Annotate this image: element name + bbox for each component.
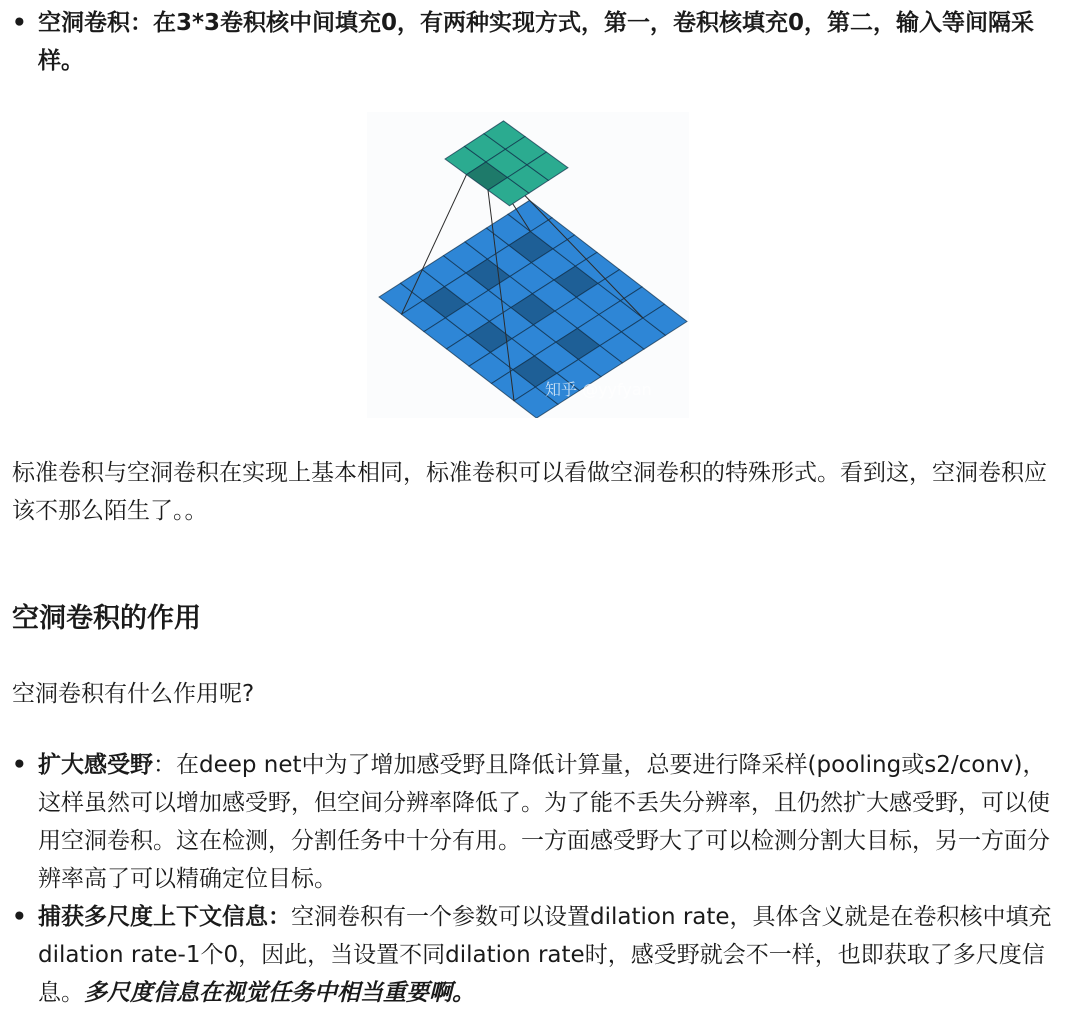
bullet-multiscale-context: [12, 898, 1052, 1012]
bullet-dot: •: [12, 752, 27, 778]
paragraph-text: 标准卷积与空洞卷积在实现上基本相同，标准卷积可以看做空洞卷积的特殊形式。看到这，空洞卷积应该不那么陌生了。。: [12, 460, 1047, 524]
paragraph-standard-vs-dilated: [12, 454, 1052, 530]
section-heading: 空洞卷积的作用: [12, 603, 201, 634]
dilated-convolution-figure: [367, 112, 689, 418]
paragraph-text: 空洞卷积有什么作用呢?: [12, 681, 255, 707]
bullet-dot: •: [12, 10, 27, 36]
kernel-output-grid: [445, 121, 568, 206]
bullet-receptive-field: [12, 746, 1052, 898]
bullet-dot: •: [12, 904, 27, 930]
bullet-receptive-field-body: [38, 746, 1052, 898]
bullet-emphasis: 多尺度信息在视觉任务中相当重要啊。: [84, 980, 475, 1006]
bullet-label: 捕获多尺度上下文信息：: [38, 904, 291, 930]
figure-watermark: 知乎 @yyfyan: [545, 380, 652, 399]
dilated-convolution-diagram: [367, 112, 689, 418]
bullet-text: 在3*3卷积核中间填充0，有两种实现方式，第一，卷积核填充0，第二，输入等间隔采样。: [38, 10, 1035, 74]
paragraph-question: [12, 675, 1052, 713]
bullet-dilated-conv: [12, 4, 1052, 80]
bullet-multiscale-context-body: [38, 898, 1052, 1012]
bullet-text: 空洞卷积有一个参数可以设置dilation rate，具体含义就是在卷积核中填充dilation rate-1个0，因此，当设置不同dilation rate时，感受野就会不一样，也即获取了多尺度信息。: [38, 904, 1052, 1006]
bullet-text: ：在deep net中为了增加感受野且降低计算量，总要进行降采样(pooling或s2/conv)，这样虽然可以增加感受野，但空间分辨率降低了。为了能不丢失分辨率，且仍然扩大感受野，可以使用空洞卷积。这在检测，分割任务中十分有用。一方面感受野大了可以检测分割大目标，另一方面分辨率高了可以精确定位目标。: [38, 752, 1050, 892]
bullet-dilated-conv-body: [38, 4, 1052, 80]
bullet-label: 空洞卷积：: [38, 10, 153, 36]
bullet-label: 扩大感受野: [38, 752, 153, 778]
